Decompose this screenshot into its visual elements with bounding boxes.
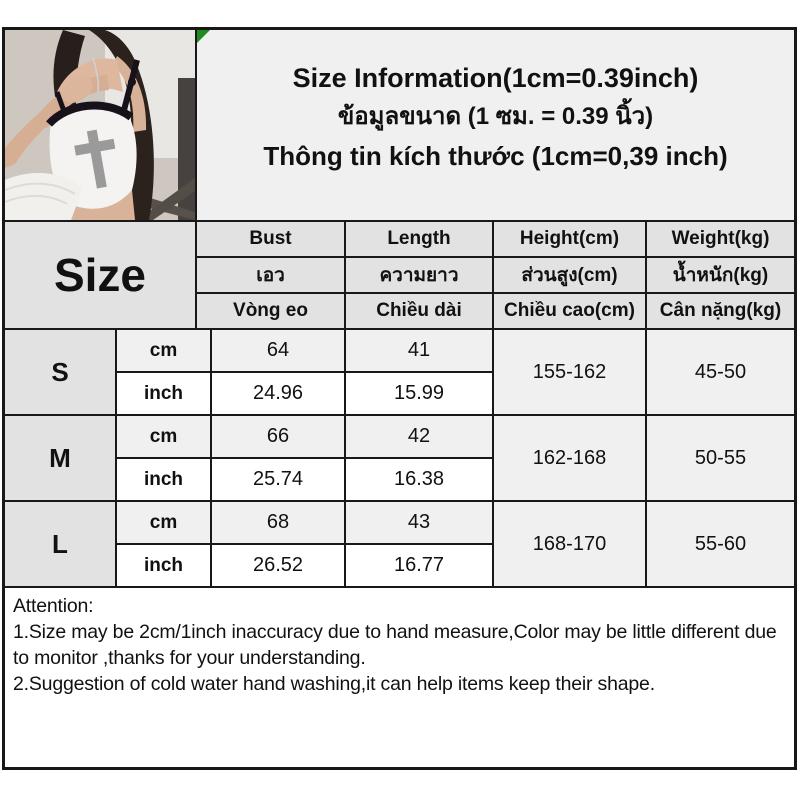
header-columns bbox=[197, 222, 794, 328]
length-value-cm: 43 bbox=[346, 502, 494, 543]
header-length-th: ความยาว bbox=[346, 258, 494, 292]
size-column-header: Size bbox=[5, 222, 197, 328]
header-height-en: Height(cm) bbox=[494, 222, 647, 256]
title-english: Size Information(1cm=0.39inch) bbox=[292, 63, 699, 93]
unit-label: inch bbox=[117, 459, 212, 500]
length-value-inch: 15.99 bbox=[346, 373, 494, 414]
header-bust-en: Bust bbox=[197, 222, 346, 256]
size-chart-sheet bbox=[2, 27, 797, 770]
size-label: M bbox=[5, 416, 117, 500]
header-row-english bbox=[197, 222, 794, 258]
length-value-cm: 41 bbox=[346, 330, 494, 371]
height-range: 168-170 bbox=[494, 502, 647, 586]
cm-subrow bbox=[117, 330, 494, 373]
inch-subrow bbox=[117, 545, 494, 586]
unit-label: cm bbox=[117, 330, 212, 371]
title-block bbox=[197, 30, 794, 220]
title-vietnamese: Thông tin kích thước (1cm=0,39 inch) bbox=[263, 141, 728, 171]
table-row-size-s bbox=[5, 330, 794, 416]
header-length-vi: Chiều dài bbox=[346, 294, 494, 328]
measurements bbox=[117, 416, 494, 500]
green-corner-marker-icon bbox=[197, 30, 210, 43]
size-label: S bbox=[5, 330, 117, 414]
measurements bbox=[117, 330, 494, 414]
bust-value-cm: 64 bbox=[212, 330, 346, 371]
attention-heading: Attention: bbox=[13, 595, 94, 617]
weight-range: 55-60 bbox=[647, 502, 794, 586]
weight-range: 45-50 bbox=[647, 330, 794, 414]
title-thai: ข้อมูลขนาด (1 ซม. = 0.39 นิ้ว) bbox=[337, 103, 654, 130]
header-row-vietnamese bbox=[197, 294, 794, 328]
header-weight-en: Weight(kg) bbox=[647, 222, 794, 256]
attention-line-1: 1.Size may be 2cm/1inch inaccuracy due to hand measure,Color may be little different due to monitor ,thanks for your understanding. bbox=[13, 621, 777, 669]
table-row-size-m bbox=[5, 416, 794, 502]
product-photo-illustration bbox=[5, 30, 195, 220]
attention-line-2: 2.Suggestion of cold water hand washing,it can help items keep their shape. bbox=[13, 673, 655, 695]
bust-value-inch: 24.96 bbox=[212, 373, 346, 414]
height-range: 162-168 bbox=[494, 416, 647, 500]
header-height-th: ส่วนสูง(cm) bbox=[494, 258, 647, 292]
measurements bbox=[117, 502, 494, 586]
header-bust-th: เอว bbox=[197, 258, 346, 292]
header-row-thai bbox=[197, 258, 794, 294]
height-range: 155-162 bbox=[494, 330, 647, 414]
header-weight-vi: Cân nặng(kg) bbox=[647, 294, 794, 328]
length-value-inch: 16.38 bbox=[346, 459, 494, 500]
bust-value-inch: 26.52 bbox=[212, 545, 346, 586]
attention-notes bbox=[5, 588, 794, 697]
length-value-cm: 42 bbox=[346, 416, 494, 457]
header-weight-th: น้ำหนัก(kg) bbox=[647, 258, 794, 292]
header-bust-vi: Vòng eo bbox=[197, 294, 346, 328]
bust-value-inch: 25.74 bbox=[212, 459, 346, 500]
unit-label: cm bbox=[117, 416, 212, 457]
cm-subrow bbox=[117, 416, 494, 459]
unit-label: cm bbox=[117, 502, 212, 543]
cm-subrow bbox=[117, 502, 494, 545]
inch-subrow bbox=[117, 373, 494, 414]
table-row-size-l bbox=[5, 502, 794, 588]
top-row bbox=[5, 30, 794, 222]
unit-label: inch bbox=[117, 373, 212, 414]
product-photo bbox=[5, 30, 197, 220]
length-value-inch: 16.77 bbox=[346, 545, 494, 586]
bust-value-cm: 66 bbox=[212, 416, 346, 457]
inch-subrow bbox=[117, 459, 494, 500]
weight-range: 50-55 bbox=[647, 416, 794, 500]
header-height-vi: Chiều cao(cm) bbox=[494, 294, 647, 328]
size-label: L bbox=[5, 502, 117, 586]
unit-label: inch bbox=[117, 545, 212, 586]
bust-value-cm: 68 bbox=[212, 502, 346, 543]
table-header bbox=[5, 222, 794, 330]
header-length-en: Length bbox=[346, 222, 494, 256]
